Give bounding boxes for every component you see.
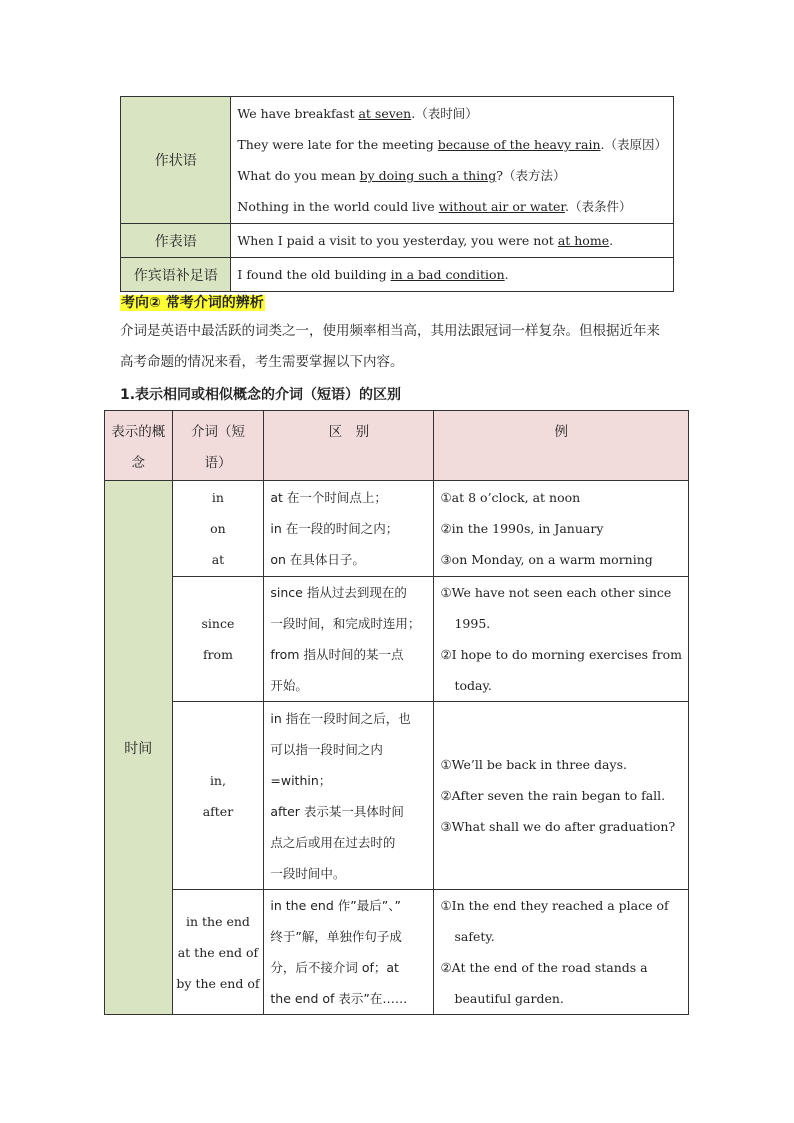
example-line: We have breakfast at seven.（表时间） bbox=[237, 106, 478, 121]
usage-table bbox=[120, 96, 674, 292]
difference-cell: since 指从过去到现在的 一段时间，和完成时连用； from 指从时间的某一点 开始。 bbox=[264, 577, 434, 702]
usage-label: 作表语 bbox=[121, 224, 231, 258]
example-line: Nothing in the world could live without air or water.（表条件） bbox=[237, 199, 632, 214]
preposition-table bbox=[104, 410, 689, 1015]
difference-cell: in 指在一段时间之后，也 可以指一段时间之内 =within； after 表示某一具体时间 点之后或用在过去时的 一段时间中。 bbox=[264, 702, 434, 890]
usage-examples bbox=[231, 258, 674, 292]
header-example: 例 bbox=[434, 411, 689, 481]
usage-label: 作状语 bbox=[121, 97, 231, 224]
difference-cell: at 在一个时间点上； in 在一段的时间之内； on 在具体日子。 bbox=[264, 481, 434, 577]
prepositions-cell: in the end at the end of by the end of bbox=[172, 890, 264, 1015]
usage-label: 作宾语补足语 bbox=[121, 258, 231, 292]
header-concept: 表示的概念 bbox=[105, 411, 173, 481]
examples-cell: ①In the end they reached a place of safety. ②At the end of the road stands a beautiful garden. bbox=[434, 890, 689, 1015]
header-prepositions: 介词（短语） bbox=[172, 411, 264, 481]
examples-cell: ①at 8 o’clock, at noon ②in the 1990s, in January ③on Monday, on a warm morning bbox=[434, 481, 689, 577]
prepositions-cell: in, after bbox=[172, 702, 264, 890]
prepositions-cell: since from bbox=[172, 577, 264, 702]
example-line: What do you mean by doing such a thing?（表方法） bbox=[237, 168, 566, 183]
example-line: They were late for the meeting because of the heavy rain.（表原因） bbox=[237, 137, 667, 152]
header-difference: 区 别 bbox=[264, 411, 434, 481]
intro-paragraph-line: 高考命题的情况来看，考生需要掌握以下内容。 bbox=[120, 354, 404, 370]
difference-cell: in the end 作”最后”、” 终于”解，单独作句子成 分，后不接介词 of；at the end of 表示”在…… bbox=[264, 890, 434, 1015]
concept-cell: 时间 bbox=[105, 481, 173, 1015]
usage-examples bbox=[231, 97, 674, 224]
intro-paragraph-line: 介词是英语中最活跃的词类之一，使用频率相当高，其用法跟冠词一样复杂。但根据近年来 bbox=[120, 323, 660, 339]
example-line: I found the old building in a bad condition. bbox=[237, 267, 509, 282]
examples-cell: ①We have not seen each other since 1995. ②I hope to do morning exercises from today. bbox=[434, 577, 689, 702]
examples-cell: ①We’ll be back in three days. ②After seven the rain began to fall. ③What shall we do after graduation? bbox=[434, 702, 689, 890]
subsection-title: 1.表示相同或相似概念的介词（短语）的区别 bbox=[120, 387, 402, 403]
section-heading: 考向② 常考介词的辨析 bbox=[121, 295, 264, 311]
usage-examples bbox=[231, 224, 674, 258]
prepositions-cell: in on at bbox=[172, 481, 264, 577]
example-line: When I paid a visit to you yesterday, you were not at home. bbox=[237, 233, 614, 248]
